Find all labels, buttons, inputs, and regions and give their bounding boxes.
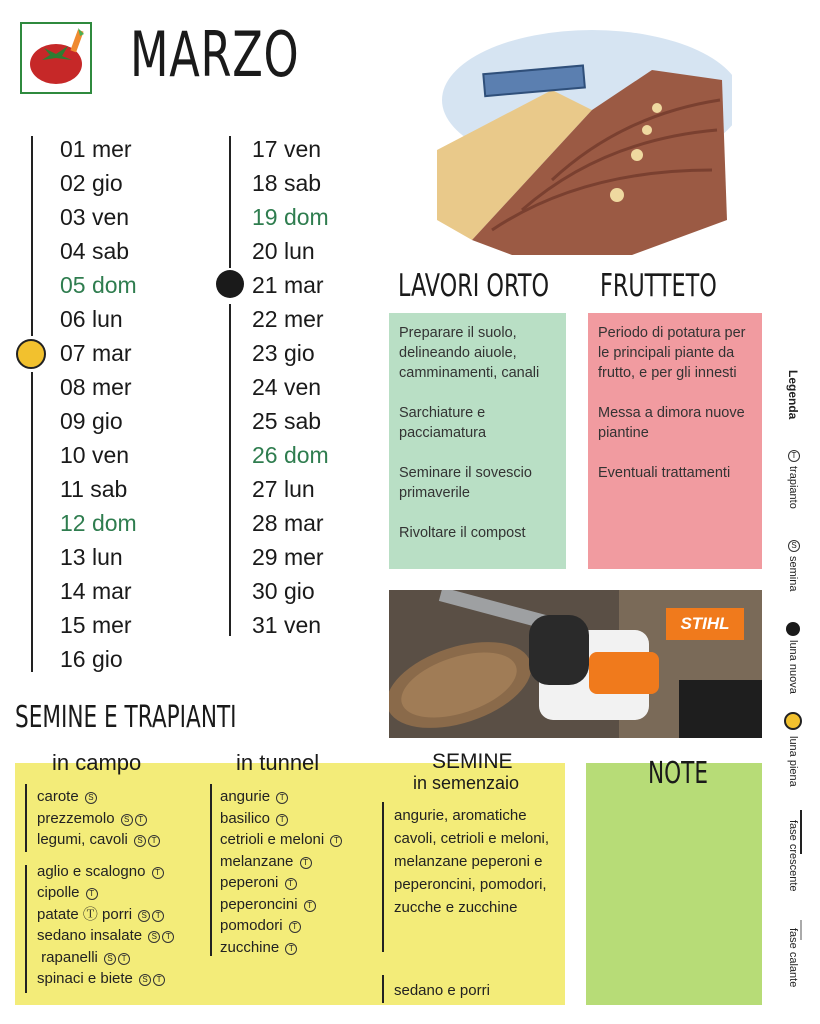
day: 16 gio bbox=[60, 646, 123, 672]
crop: carote bbox=[37, 788, 79, 805]
trapianto-icon: T bbox=[152, 867, 164, 879]
day: 13 lun bbox=[60, 544, 123, 570]
day: 29 mer bbox=[252, 544, 324, 570]
semina-icon: S bbox=[139, 974, 151, 986]
trapianto-icon: T bbox=[276, 792, 288, 804]
day: 15 mer bbox=[60, 612, 132, 638]
legend-fase-calante: fase calante bbox=[787, 928, 799, 988]
tunnel-line bbox=[210, 784, 212, 956]
frutteto-box bbox=[588, 313, 762, 569]
day: 28 mar bbox=[252, 510, 324, 536]
day: 02 gio bbox=[60, 170, 123, 196]
crop: cipolle bbox=[37, 884, 80, 901]
crop: sedano insalate bbox=[37, 927, 143, 944]
trapianto-icon: T bbox=[162, 931, 174, 943]
trapianto-icon: T bbox=[153, 974, 165, 986]
legend-calante-line bbox=[800, 920, 802, 940]
legend-trapianto: trapianto bbox=[787, 466, 799, 509]
day: 24 ven bbox=[252, 374, 322, 400]
semina-icon: S bbox=[104, 953, 116, 965]
garden-illustration bbox=[432, 20, 732, 260]
crop: basilico bbox=[220, 809, 271, 827]
semina-icon: S bbox=[134, 835, 146, 847]
semenzaio-text-2: sedano e porri bbox=[394, 982, 490, 999]
semenzaio-heading: SEMINE bbox=[432, 750, 513, 773]
day: 07 mar bbox=[60, 340, 132, 366]
tunnel-heading: in tunnel bbox=[236, 750, 320, 775]
tunnel-list bbox=[220, 786, 342, 958]
lavori-orto-box bbox=[389, 313, 566, 569]
crop: cetrioli e meloni bbox=[220, 831, 325, 848]
day-sunday: 12 dom bbox=[60, 510, 137, 536]
day-sunday: 19 dom bbox=[252, 204, 329, 230]
crop: angurie bbox=[220, 788, 271, 805]
day: 21 mar bbox=[252, 272, 324, 298]
legend-semina: semina bbox=[787, 556, 799, 592]
semenzaio-text: angurie, aromatiche cavoli, cetrioli e meloni, melanzane peperoni e peperoncini, pomodori, zucche e zucchine bbox=[394, 807, 550, 916]
day-sunday: 26 dom bbox=[252, 442, 329, 468]
campo-line-2 bbox=[25, 865, 27, 993]
calendar-line-2 bbox=[229, 136, 231, 268]
lavori-item: Rivoltare il compost bbox=[399, 525, 526, 541]
crop: zucchine bbox=[220, 938, 280, 956]
day: 18 sab bbox=[252, 170, 322, 196]
crop: peperoni bbox=[220, 874, 279, 891]
day: 14 mar bbox=[60, 578, 132, 604]
legend-fase-crescente: fase crescente bbox=[787, 820, 799, 892]
tomato-logo bbox=[20, 22, 92, 94]
trapianto-icon: T bbox=[86, 888, 98, 900]
crop: aglio e scalogno bbox=[37, 862, 146, 880]
crop: spinaci e biete bbox=[37, 970, 133, 987]
semine-title: SEMINE E TRAPIANTI bbox=[15, 700, 237, 735]
trapianto-icon: T bbox=[285, 943, 297, 955]
semina-icon: S bbox=[788, 540, 800, 552]
legend-title: Legenda bbox=[786, 370, 800, 420]
new-moon-icon bbox=[216, 270, 244, 298]
trapianto-icon: T bbox=[330, 835, 342, 847]
semina-icon: S bbox=[85, 792, 97, 804]
full-moon-icon bbox=[784, 712, 802, 730]
full-moon-icon bbox=[16, 339, 46, 369]
lavori-orto-title: LAVORI ORTO bbox=[398, 268, 550, 304]
lavori-item: Seminare il sovescio primaverile bbox=[399, 465, 532, 501]
day: 17 ven bbox=[252, 136, 322, 162]
day: 03 ven bbox=[60, 204, 130, 230]
day: 23 gio bbox=[252, 340, 315, 366]
day: 10 ven bbox=[60, 442, 130, 468]
trapianto-icon: T bbox=[152, 910, 164, 922]
lavori-item: Sarchiature e pacciamatura bbox=[399, 405, 487, 441]
trapianto-icon: T bbox=[285, 878, 297, 890]
trapianto-icon: T bbox=[289, 921, 301, 933]
trapianto-icon: T bbox=[788, 450, 800, 462]
page-title: MARZO bbox=[130, 18, 300, 91]
legend-crescente-line bbox=[800, 810, 802, 854]
semina-icon: S bbox=[138, 910, 150, 922]
campo-list bbox=[37, 786, 174, 990]
day: 20 lun bbox=[252, 238, 315, 264]
day: 30 gio bbox=[252, 578, 315, 604]
calendar-line-1b bbox=[31, 372, 33, 672]
semenzaio-line bbox=[382, 802, 384, 952]
frutteto-title: FRUTTETO bbox=[600, 268, 717, 304]
frutteto-item: Periodo di potatura per le principali piante da frutto, e per gli innesti bbox=[598, 325, 746, 381]
stihl-advertisement[interactable] bbox=[389, 590, 762, 738]
legend-luna-nuova: luna nuova bbox=[787, 640, 799, 694]
campo-heading: in campo bbox=[52, 750, 142, 775]
crop: pomodori bbox=[220, 917, 283, 934]
semenzaio-line-2 bbox=[382, 975, 384, 1003]
day: 31 ven bbox=[252, 612, 322, 638]
day: 06 lun bbox=[60, 306, 123, 332]
crop: peperoncini bbox=[220, 895, 298, 913]
trapianto-icon: T bbox=[135, 814, 147, 826]
campo-line-1 bbox=[25, 784, 27, 852]
trapianto-icon: T bbox=[300, 857, 312, 869]
day: 01 mer bbox=[60, 136, 132, 162]
day-sunday: 05 dom bbox=[60, 272, 137, 298]
lavori-item: Preparare il suolo, delineando aiuole, camminamenti, canali bbox=[399, 325, 540, 381]
day: 22 mer bbox=[252, 306, 324, 332]
semina-icon: S bbox=[148, 931, 160, 943]
crop: melanzane bbox=[220, 852, 294, 870]
frutteto-item: Messa a dimora nuove piantine bbox=[598, 405, 745, 441]
new-moon-icon bbox=[786, 622, 800, 636]
crop: patate Ⓣ porri bbox=[37, 905, 133, 923]
day: 08 mer bbox=[60, 374, 132, 400]
calendar-line-2b bbox=[229, 304, 231, 636]
day: 11 sab bbox=[60, 476, 128, 502]
trapianto-icon: T bbox=[304, 900, 316, 912]
crop: rapanelli bbox=[41, 948, 98, 966]
note-title: NOTE bbox=[648, 756, 709, 791]
crop: legumi, cavoli bbox=[37, 831, 128, 848]
trapianto-icon: T bbox=[148, 835, 160, 847]
day: 27 lun bbox=[252, 476, 315, 502]
legend-luna-piena: luna piena bbox=[787, 736, 799, 787]
trapianto-icon: T bbox=[118, 953, 130, 965]
frutteto-item: Eventuali trattamenti bbox=[598, 465, 731, 481]
trapianto-icon: T bbox=[276, 814, 288, 826]
day: 04 sab bbox=[60, 238, 130, 264]
calendar-line-1 bbox=[31, 136, 33, 336]
note-box[interactable] bbox=[586, 763, 762, 1005]
crop: prezzemolo bbox=[37, 809, 115, 827]
semenzaio-subheading: in semenzaio bbox=[413, 773, 520, 793]
semina-icon: S bbox=[121, 814, 133, 826]
day: 25 sab bbox=[252, 408, 322, 434]
day: 09 gio bbox=[60, 408, 123, 434]
stihl-logo: STIHL bbox=[666, 608, 744, 640]
